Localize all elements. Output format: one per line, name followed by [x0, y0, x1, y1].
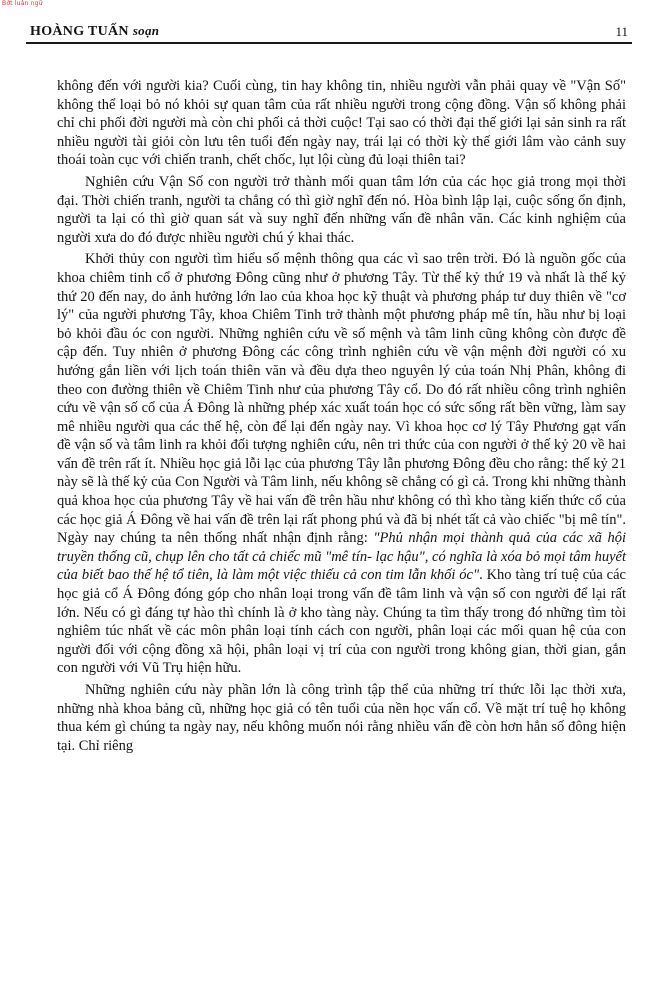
- paragraph-3: [57, 250, 626, 678]
- author-name: HOÀNG TUẤN: [30, 24, 129, 39]
- text-run: Những nghiên cứu này phần lớn là công trình tập thể của những trí thức lỗi lạc thời xưa, những nhà khoa bảng cũ, những học giả có tên tuổi của nền học vấn cổ. Về mặt trí tuệ họ không thua kém gì chúng ta ngày nay, nếu không muốn nói rằng nhiều vấn đề còn hơn hẳn số đông hiện tại. Chỉ riêng: [57, 682, 626, 754]
- text-run: không đến với người kia? Cuối cùng, tin hay không tin, nhiều người vẫn phải quay về "Vận Số" không thể loại bỏ nó khỏi sự quan tâm của rất nhiều người trong cộng đồng. Vận số không phải chỉ chi phối đời người mà còn chi phối cả thời cuộc! Tại sao có thời đại thế giới lại sản sinh ra rất nhiều người tài giỏi còn lưu tên tuổi đến ngày nay, trái lại có thời kỳ thế giới lâm vào cảnh suy thoái toàn cục với chiến tranh, chết chốc, lụt lội cùng đủ loại thiên tai?: [57, 78, 626, 169]
- body-text: [57, 77, 626, 758]
- text-run: . Kho tàng trí tuệ của các học giả cổ Á Đông đóng góp cho nhân loại trong vấn đề tâm linh và vận số con người để lại rất lớn. Nếu có gì đáng tự hào thì chính là ở kho tàng này. Chúng ta tìm thấy trong đó những tìm tòi nghiêm túc nhất về các môn phân loại tính cách con người, phân loại các mối quan hệ của con người đối với cộng đồng xã hội, phân loại vị trí của con người trong không gian, thời gian, gắn con người với Vũ Trụ hiện hữu.: [57, 567, 626, 677]
- paragraph-2: [57, 173, 626, 247]
- emphasized-quote: "Phủ nhận mọi thành quả của các xã hội truyền thống cũ, chụp lên cho tất cả chiếc mũ "mê tín- lạc hậu", có nghĩa là xóa bỏ mọi tâm huyết của biết bao thế hệ tổ tiên, là làm một việc thiếu cả con tim lẫn khối óc": [57, 530, 626, 584]
- author-role: soạn: [132, 23, 160, 38]
- watermark: Bớt luận ngữ: [2, 0, 43, 7]
- paragraph-4: [57, 681, 626, 755]
- text-run: Nghiên cứu Vận Số con người trở thành mối quan tâm lớn của các học giả trong mọi thời đại. Thời chiến tranh, người ta chẳng có thì giờ nghĩ đến nó. Hòa bình lập lại, cuộc sống ổn định, người ta lại có thì giờ quan sát và suy nghĩ đến những vấn đề nhân văn. Các kinh nghiệm của người xưa do đó được nhiều người chú ý khai thác.: [57, 173, 626, 246]
- page-number: 11: [615, 24, 628, 39]
- running-header: [26, 18, 632, 44]
- paragraph-1: [57, 77, 626, 170]
- text-run: Khởi thủy con người tìm hiểu số mệnh thông qua các vì sao trên trời. Đó là nguồn gốc của khoa chiêm tinh cổ ở phương Đông cũng như ở phương Tây. Từ thế kỷ thứ 19 và nhất là thế kỷ thứ 20 đến nay, do ảnh hưởng lớn lao của khoa học kỹ thuật và phương pháp tư duy thiên về "cơ lý" của người phương Tây, khoa Chiêm Tinh trở thành một phương pháp mê tín, hầu như bị loại bỏ khỏi đầu óc con người. Những nghiên cứu về số mệnh và tâm linh cũng không còn được đề cập đến. Tuy nhiên ở phương Đông các công trình nghiên cứu về vận mệnh đời người có xu hướng gắn liền với lịch toán thiên văn và đều dựa theo nguyên lý của toán Nhị Phân, không đi theo con đường thiên về Chiêm Tinh như của phương Tây cổ. Do đó rất nhiều công trình nghiên cứu về vận số cổ của Á Đông là những phép xác xuất toán học có sức sống rất bền vững, làm say mê nhiều người qua các thế hệ, còn để lại đến ngày nay. Vì khoa học cơ lý Tây Phương gạt vấn đề vận số và tâm linh ra khỏi đối tượng nghiên cứu, nên tri thức của con người ở thế kỷ 20 về hai vấn đề trên rất ít. Nhiều học giả lỗi lạc của phương Tây lẫn phương Đông đều cho rằng: thế kỷ 21 này sẽ là thế kỷ của Con Người và Tâm linh, nếu không sẽ chẳng có gì cả. Trong khi những thành quả khoa học của phương Tây về hai vấn đề trên hầu như không có thì kho tàng kiến thức cổ của các học giả Á Đông về hai vấn đề trên lại rất phong phú và đã bị nhét tất cả vào chiếc "bị mê tín". Ngày nay chúng ta nên thống nhất nhận định rằng:: [57, 251, 626, 547]
- header-author: [30, 23, 159, 40]
